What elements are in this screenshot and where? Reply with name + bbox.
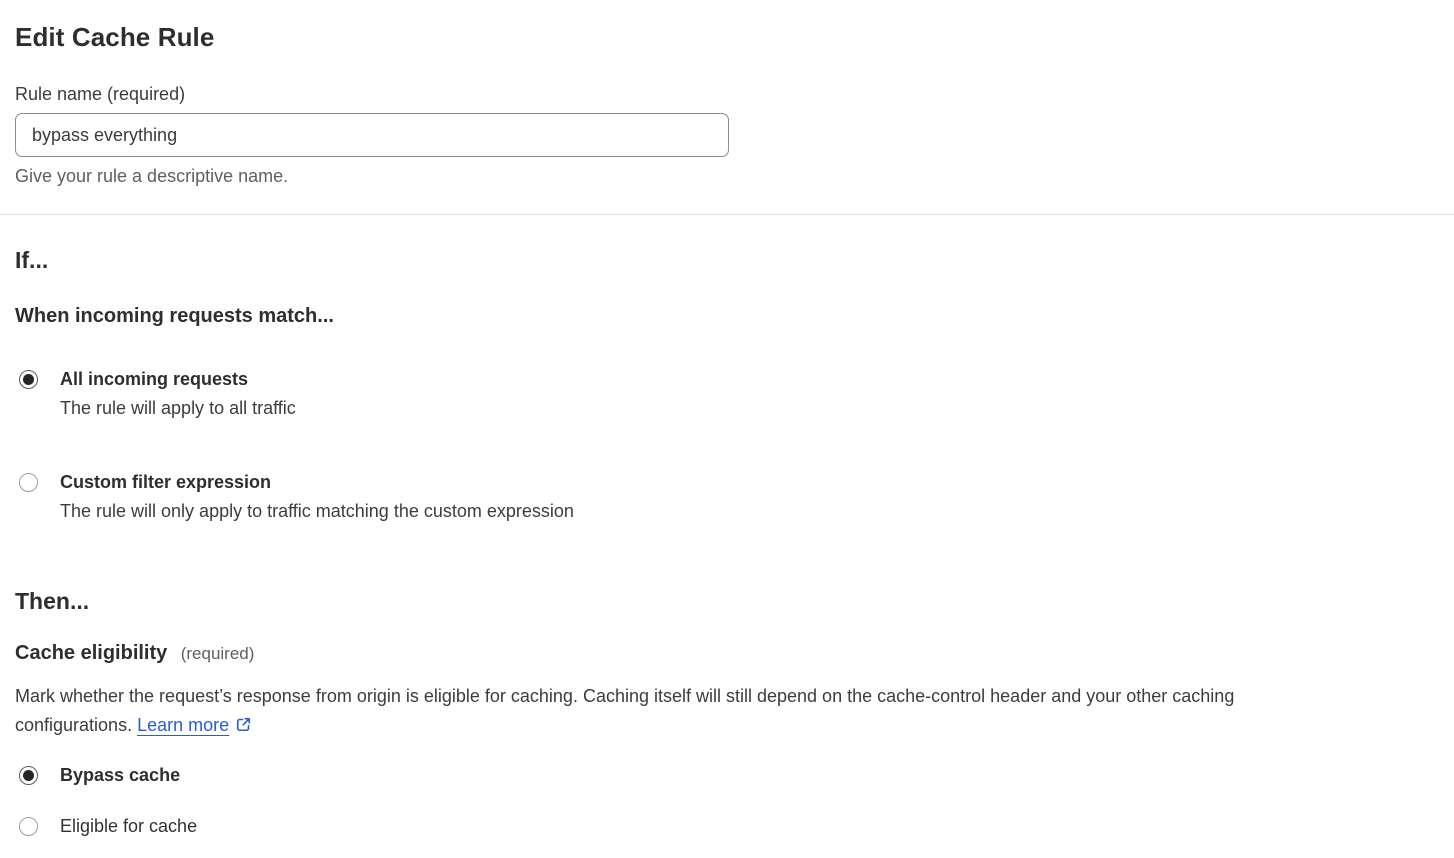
radio-option-label: Eligible for cache [60,816,198,836]
radio-option-description: The rule will only apply to traffic matching the custom expression [60,501,574,521]
radio-option-label: All incoming requests [60,369,249,389]
radio-option-label: Custom filter expression [60,472,272,492]
cache-eligibility-heading-row [15,641,1430,666]
cache-eligibility-description [15,682,1425,742]
when-requests-match-subheading: When incoming requests match... [15,305,334,327]
radio-option-text [60,471,574,523]
rule-name-label: Rule name (required) [15,84,186,104]
page-title: Edit Cache Rule [15,22,215,52]
then-heading: Then... [15,588,90,614]
required-note: (required) [180,644,255,663]
radio-option-description: The rule will apply to all traffic [60,398,296,418]
external-link-icon [235,713,252,742]
radio-button-icon[interactable] [19,370,38,389]
radio-option-text [60,368,296,420]
if-heading: If... [15,247,49,273]
radio-button-icon[interactable] [19,766,38,785]
description-line-1: Mark whether the request’s response from origin is eligible for caching. Caching itself will still depend on the cache-control header and your other caching [15,686,1235,706]
cache-eligibility-radio-group [15,764,1430,838]
learn-more-link[interactable]: Learn more [137,715,230,735]
radio-option-custom-filter-expression[interactable] [15,471,1430,523]
request-match-radio-group [15,368,1430,523]
rule-name-help: Give your rule a descriptive name. [15,166,289,186]
radio-option-eligible-for-cache[interactable] [15,815,1430,838]
cache-eligibility-subheading: Cache eligibility [15,642,168,664]
radio-option-all-incoming-requests[interactable] [15,368,1430,420]
radio-option-bypass-cache[interactable] [15,764,1430,787]
radio-button-icon[interactable] [19,817,38,836]
description-line-2: configurations. [15,715,133,735]
rule-name-field [15,83,1430,188]
radio-button-icon[interactable] [19,473,38,492]
section-divider [0,214,1454,215]
radio-option-label: Bypass cache [60,765,181,785]
rule-name-input[interactable] [15,113,729,157]
